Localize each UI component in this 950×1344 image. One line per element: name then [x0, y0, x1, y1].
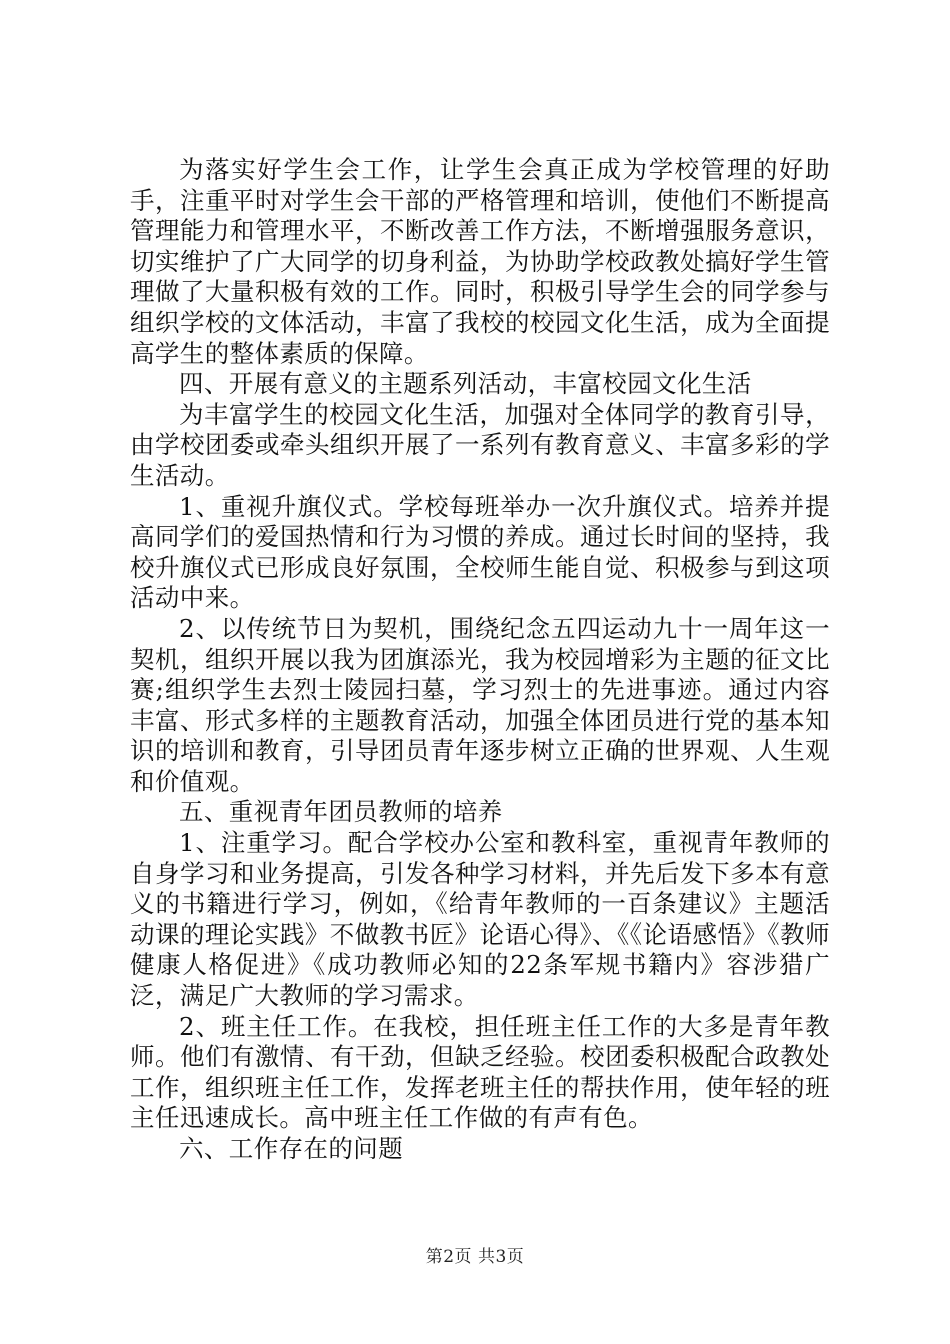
- paragraph-study: 1、注重学习。配合学校办公室和教科室，重视青年教师的自身学习和业务提高，引发各种学习材料，并先后发下多本有意义的书籍进行学习，例如，《给青年教师的一百条建议》主题活动课的理论实践》不做教书匠》论语心得》、《《论语感悟》《教师健康人格促进》《成功教师必知的22条军规书籍内》容涉猎广泛，满足广大教师的学习需求。: [130, 828, 830, 1011]
- section-heading-five: 五、重视青年团员教师的培养: [179, 797, 503, 827]
- paragraph-traditional-festivals: 2、以传统节日为契机，围绕纪念五四运动九十一周年这一契机，组织开展以我为团旗添光，我为校园增彩为主题的征文比赛;组织学生去烈士陵园扫墓，学习烈士的先进事迹。通过内容丰富、形式多样的主题教育活动，加强全体团员进行党的基本知识的培训和教育，引导团员青年逐步树立正确的世界观、人生观和价值观。: [130, 613, 830, 796]
- paragraph-student-union: 为落实好学生会工作，让学生会真正成为学校管理的好助手，注重平时对学生会干部的严格管理和培训，使他们不断提高管理能力和管理水平，不断改善工作方法，不断增强服务意识，切实维护了广大同学的切身利益，为协助学校政教处搞好学生管理做了大量积极有效的工作。同时，积极引导学生会的同学参与组织学校的文体活动，丰富了我校的校园文化生活，成为全面提高学生的整体素质的保障。: [130, 155, 830, 368]
- section-heading-four: 四、开展有意义的主题系列活动，丰富校园文化生活: [179, 369, 752, 399]
- paragraph-campus-culture: 为丰富学生的校园文化生活，加强对全体同学的教育引导，由学校团委或牵头组织开展了一系列有教育意义、丰富多彩的学生活动。: [130, 399, 830, 490]
- page-number-footer: 第2页 共3页: [425, 1247, 525, 1267]
- section-heading-six: 六、工作存在的问题: [179, 1134, 404, 1163]
- paragraph-class-teacher: 2、班主任工作。在我校，担任班主任工作的大多是青年教师。他们有激情、有干劲，但缺乏经验。校团委积极配合政教处工作，组织班主任工作，发挥老班主任的帮扶作用，使年轻的班主任迅速成长。高中班主任工作做的有声有色。: [130, 1011, 830, 1133]
- document-body: [130, 155, 830, 1165]
- paragraph-flag-ceremony: 1、重视升旗仪式。学校每班举办一次升旗仪式。培养并提高同学们的爱国热情和行为习惯的养成。通过长时间的坚持，我校升旗仪式已形成良好氛围，全校师生能自觉、积极参与到这项活动中来。: [130, 491, 830, 613]
